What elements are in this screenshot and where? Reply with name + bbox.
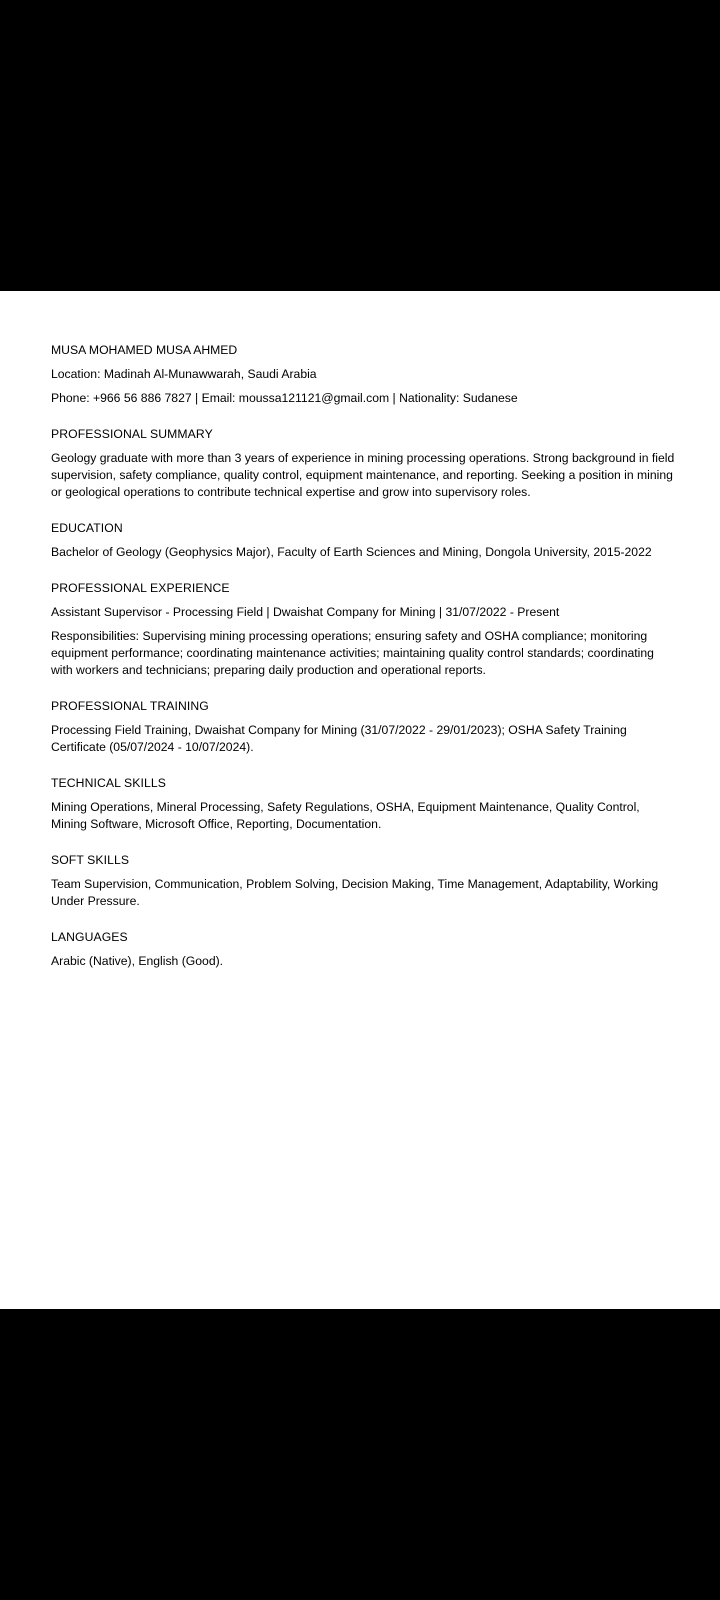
soft-skills-text: Team Supervision, Communication, Problem Solving, Decision Making, Time Management, Adaptability, Working Under Pressure. xyxy=(51,877,659,908)
experience-section xyxy=(51,580,676,679)
education-heading: EDUCATION xyxy=(51,521,123,535)
experience-role: Assistant Supervisor - Processing Field | Dwaishat Company for Mining | 31/07/2022 - Present xyxy=(51,605,560,619)
location-line: Location: Madinah Al-Munawwarah, Saudi Arabia xyxy=(51,367,317,381)
soft-skills-section xyxy=(51,852,676,910)
technical-skills-heading: TECHNICAL SKILLS xyxy=(51,776,166,790)
experience-responsibilities: Responsibilities: Supervising mining processing operations; ensuring safety and OSHA compliance; monitoring equipment performance; coordinating maintenance activities; maintaining quality control standards; coordinating with workers and technicians; preparing daily production and operational reports. xyxy=(51,629,654,677)
resume-content xyxy=(51,342,676,970)
summary-text: Geology graduate with more than 3 years of experience in mining processing operations. Strong background in field supervision, safety compliance, quality control, equipment maintenance, and reporting. Seeking a position in mining or geological operations to contribute technical expertise and grow into supervisory roles. xyxy=(51,451,675,499)
languages-section xyxy=(51,929,676,970)
training-section xyxy=(51,698,676,756)
education-text: Bachelor of Geology (Geophysics Major), Faculty of Earth Sciences and Mining, Dongola University, 2015-2022 xyxy=(51,545,652,559)
contact-line: Phone: +966 56 886 7827 | Email: moussa121121@gmail.com | Nationality: Sudanese xyxy=(51,391,518,405)
top-black-bar xyxy=(0,0,720,291)
languages-heading: LANGUAGES xyxy=(51,930,128,944)
candidate-name: MUSA MOHAMED MUSA AHMED xyxy=(51,343,238,357)
education-section xyxy=(51,520,676,561)
bottom-black-bar xyxy=(0,1309,720,1600)
training-text: Processing Field Training, Dwaishat Company for Mining (31/07/2022 - 29/01/2023); OSHA Safety Training Certificate (05/07/2024 - 10/07/2024). xyxy=(51,723,627,754)
training-heading: PROFESSIONAL TRAINING xyxy=(51,699,209,713)
experience-heading: PROFESSIONAL EXPERIENCE xyxy=(51,581,230,595)
document-page xyxy=(0,291,720,1309)
technical-skills-text: Mining Operations, Mineral Processing, Safety Regulations, OSHA, Equipment Maintenance, Quality Control, Mining Software, Microsoft Office, Reporting, Documentation. xyxy=(51,800,640,831)
summary-heading: PROFESSIONAL SUMMARY xyxy=(51,427,213,441)
summary-section xyxy=(51,426,676,501)
soft-skills-heading: SOFT SKILLS xyxy=(51,853,130,867)
technical-skills-section xyxy=(51,775,676,833)
languages-text: Arabic (Native), English (Good). xyxy=(51,954,224,968)
